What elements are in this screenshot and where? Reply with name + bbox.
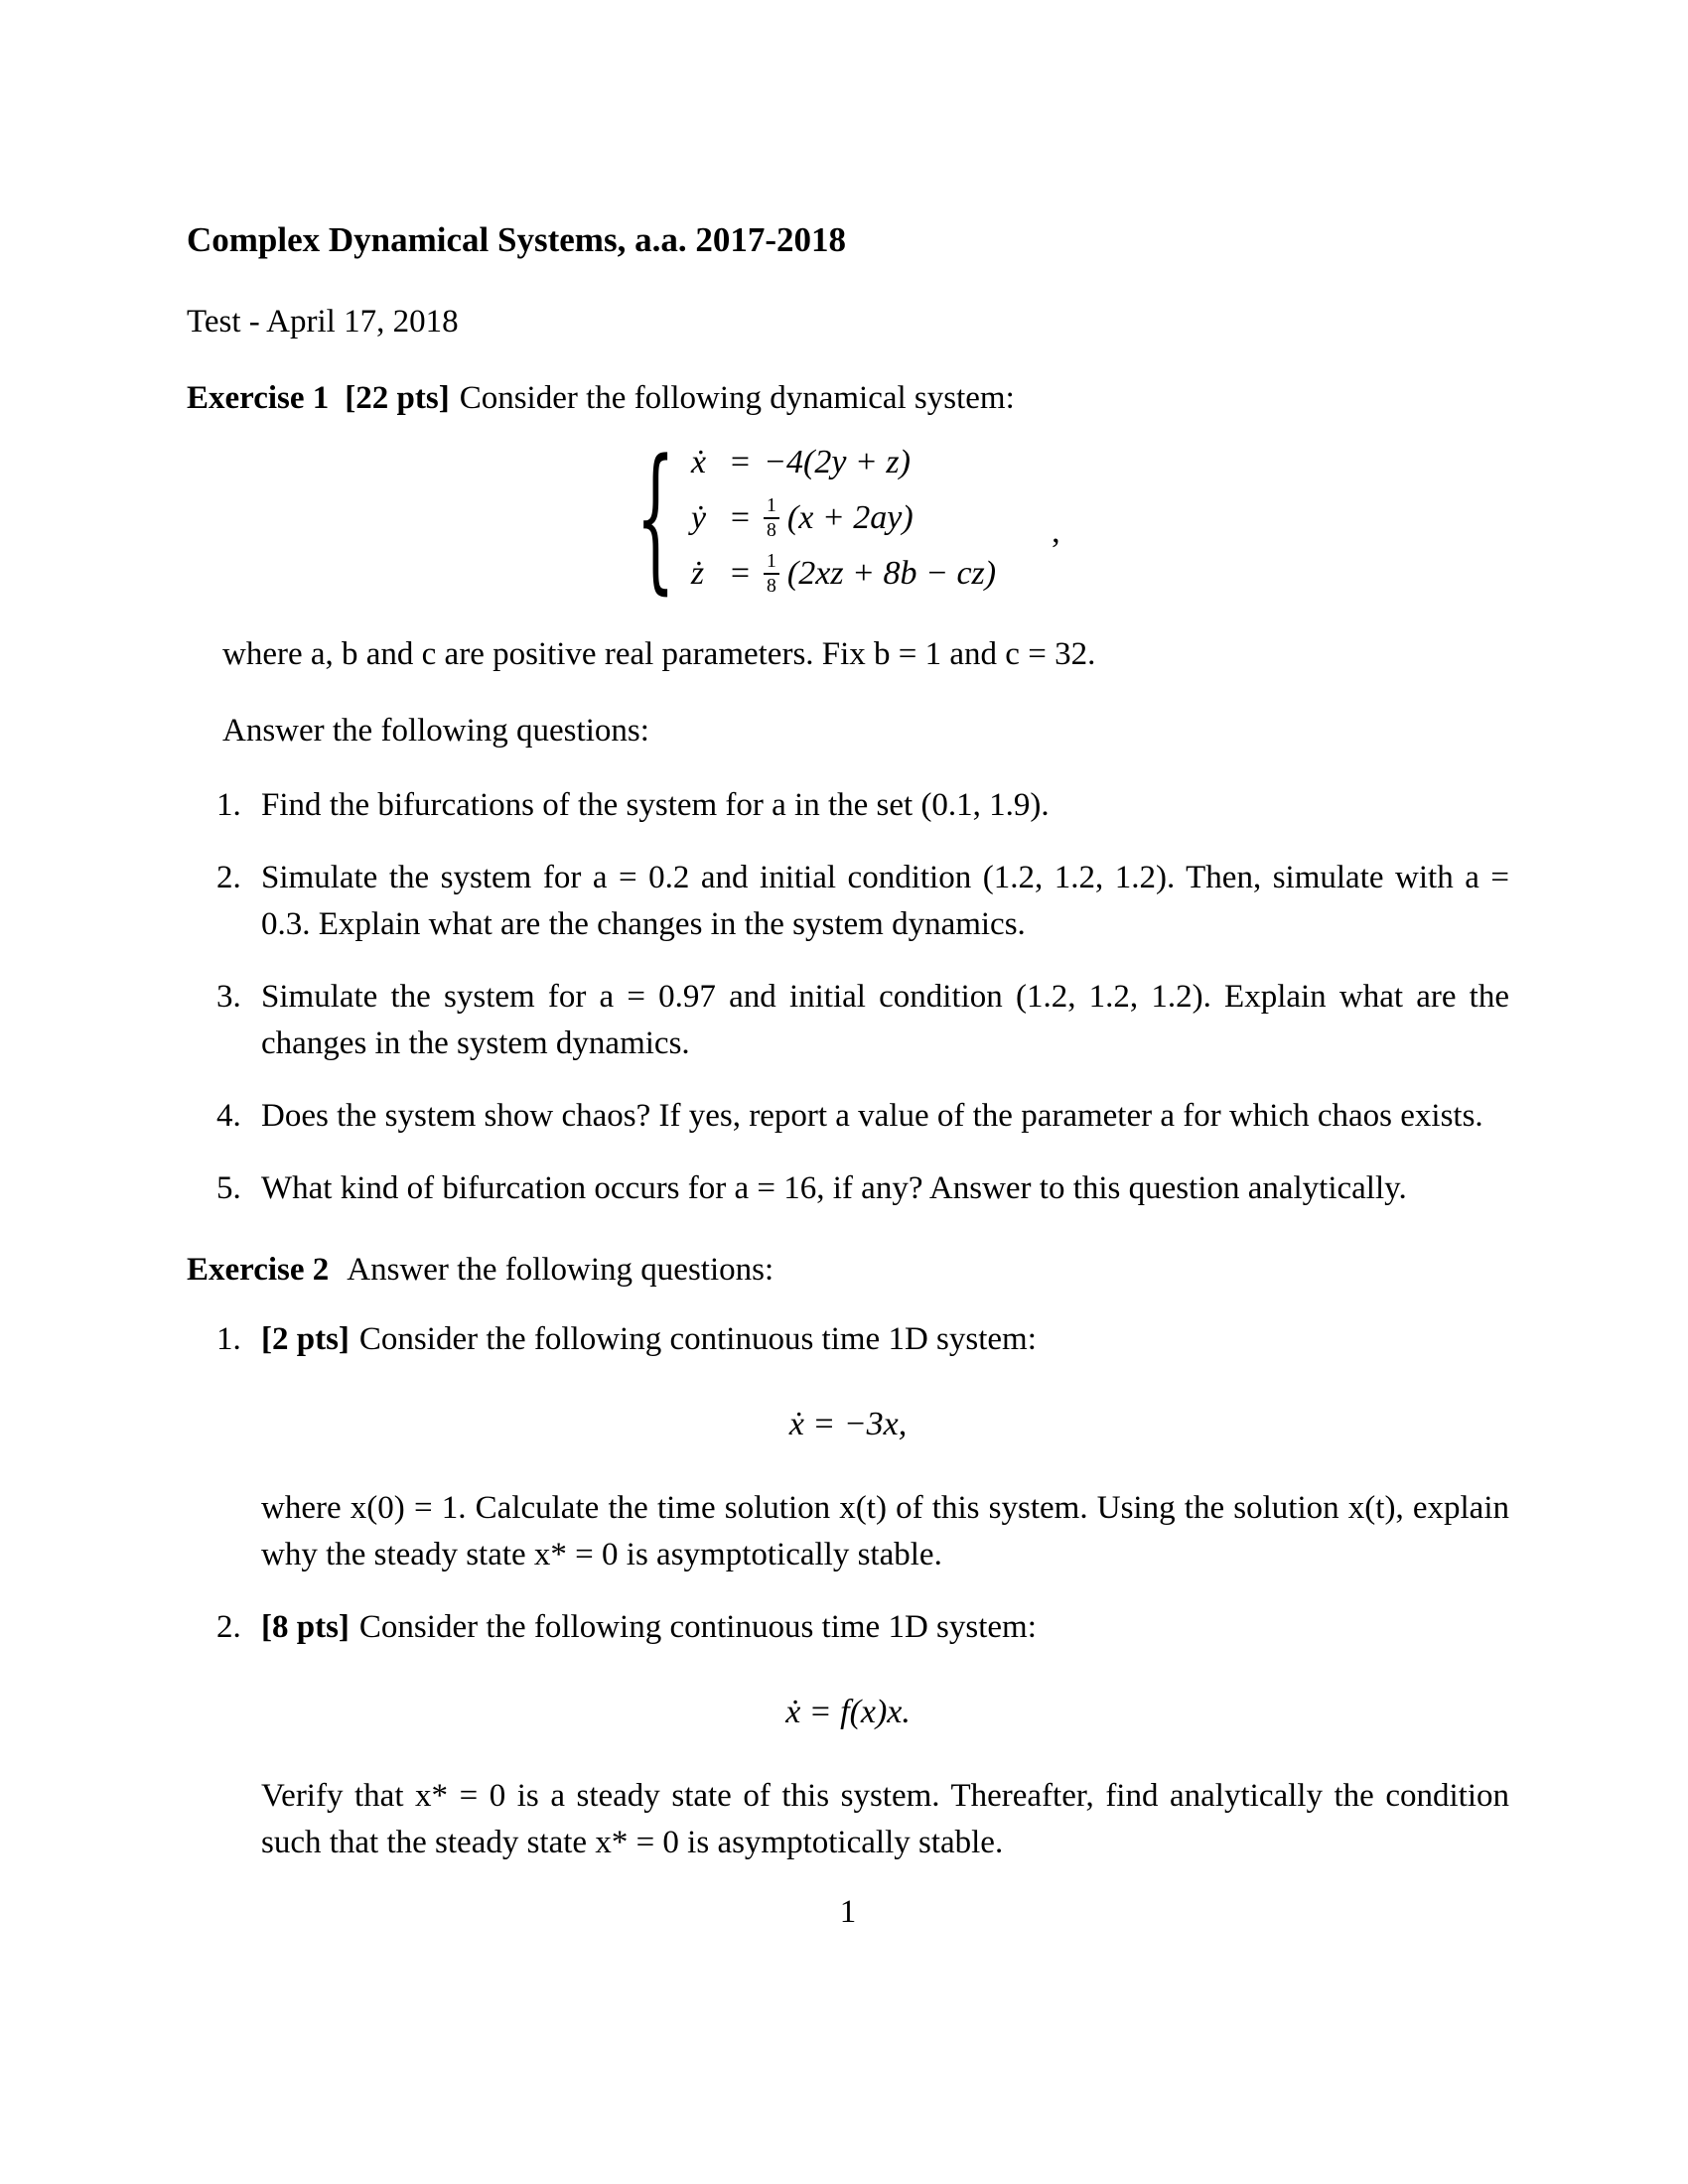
exercise1-question-3: [187, 974, 1509, 1067]
display-equation: ẋ = −3x,: [788, 1406, 908, 1442]
exercise2-question-2: [187, 1604, 1509, 1866]
parameters-note: where a, b and c are positive real parameters. Fix b = 1 and c = 32.: [222, 636, 1096, 672]
item-body-text: Verify that x* = 0 is a steady state of this system. Thereafter, find analytically the condition such that the steady state x* = 0 is asymptotically stable.: [261, 1778, 1509, 1860]
fraction-numerator: 1: [767, 494, 776, 517]
fraction-one-eighth: [764, 550, 779, 597]
exercise1-question-1: [187, 782, 1509, 829]
item-text: Simulate the system for a = 0.2 and initial condition (1.2, 1.2, 1.2). Then, simulate with a = 0.3. Explain what are the changes in the system dynamics.: [261, 860, 1509, 942]
document-title: Complex Dynamical Systems, a.a. 2017-2018: [187, 220, 846, 259]
exercise1-prompt: Answer the following questions:: [222, 713, 649, 749]
item-lead: [261, 1604, 1509, 1651]
exercise1-question-5: [187, 1165, 1509, 1212]
equals-sign: =: [730, 555, 751, 592]
exercise2-question-1: [187, 1316, 1509, 1578]
lhs-x-dot: ẋ: [690, 444, 706, 480]
exercise1-intro: Consider the following dynamical system:: [459, 380, 1015, 416]
item-points: [8 pts]: [261, 1609, 350, 1645]
item-number: 2.: [216, 860, 241, 895]
item-text: What kind of bifurcation occurs for a = 16, if any? Answer to this question analytically.: [261, 1170, 1407, 1206]
item-body-text: where x(0) = 1. Calculate the time solution x(t) of this system. Using the solution x(t), explain why the steady state x* = 0 is asymptotically stable.: [261, 1490, 1509, 1572]
fraction-denominator: 8: [764, 573, 779, 598]
exercise2-heading: [187, 1252, 1509, 1289]
trailing-comma: ,: [1052, 513, 1060, 550]
document-subtitle: Test - April 17, 2018: [187, 304, 459, 340]
exercise1-question-4: [187, 1093, 1509, 1140]
fraction-numerator: 1: [767, 550, 776, 573]
exercise2-label: Exercise 2: [187, 1252, 330, 1288]
item-number: 2.: [216, 1609, 241, 1645]
display-equation: ẋ = f(x)x.: [785, 1694, 911, 1730]
left-brace: {: [635, 424, 675, 610]
item-number: 1.: [216, 787, 241, 823]
equation-row-x: [691, 439, 996, 486]
item-lead-text: Consider the following continuous time 1D system:: [358, 1321, 1037, 1357]
lhs-y-dot: ẏ: [690, 499, 706, 536]
rhs-x: −4(2y + z): [764, 444, 911, 480]
page-number: 1: [839, 1894, 857, 1930]
exercise2-prompt: Answer the following questions:: [347, 1252, 774, 1288]
exercise1-heading: [187, 380, 1509, 417]
rhs-z: (2xz + 8b − cz): [786, 555, 997, 592]
item-points: [2 pts]: [261, 1321, 350, 1357]
fraction-one-eighth: [764, 494, 779, 541]
item-text: Does the system show chaos? If yes, report a value of the parameter a for which chaos exists.: [261, 1098, 1483, 1134]
item-text: Find the bifurcations of the system for a in the set (0.1, 1.9).: [261, 787, 1050, 823]
item-number: 4.: [216, 1098, 241, 1134]
item-number: 1.: [216, 1321, 241, 1357]
item-number: 5.: [216, 1170, 241, 1206]
exercise1-label: Exercise 1: [187, 380, 330, 416]
rhs-y: (x + 2ay): [786, 499, 914, 536]
exercise1-question-list: [187, 782, 1509, 1212]
equation-rows: [691, 439, 996, 598]
equals-sign: =: [730, 499, 751, 536]
equation-row-z: [691, 550, 996, 598]
item-text: Simulate the system for a = 0.97 and initial condition (1.2, 1.2, 1.2). Explain what are the changes in the system dynamics.: [261, 979, 1509, 1061]
equals-sign: =: [730, 444, 751, 480]
item-lead-text: Consider the following continuous time 1D system:: [358, 1609, 1037, 1645]
exercise1-question-2: [187, 855, 1509, 948]
fraction-denominator: 8: [764, 517, 779, 542]
equation-row-y: [691, 494, 996, 542]
equation-system: [187, 424, 1509, 610]
exercise1-points: [22 pts]: [345, 380, 450, 416]
item-number: 3.: [216, 979, 241, 1015]
lhs-z-dot: ż: [690, 555, 705, 592]
item-lead: [261, 1316, 1509, 1363]
exercise2-question-list: [187, 1316, 1509, 1866]
